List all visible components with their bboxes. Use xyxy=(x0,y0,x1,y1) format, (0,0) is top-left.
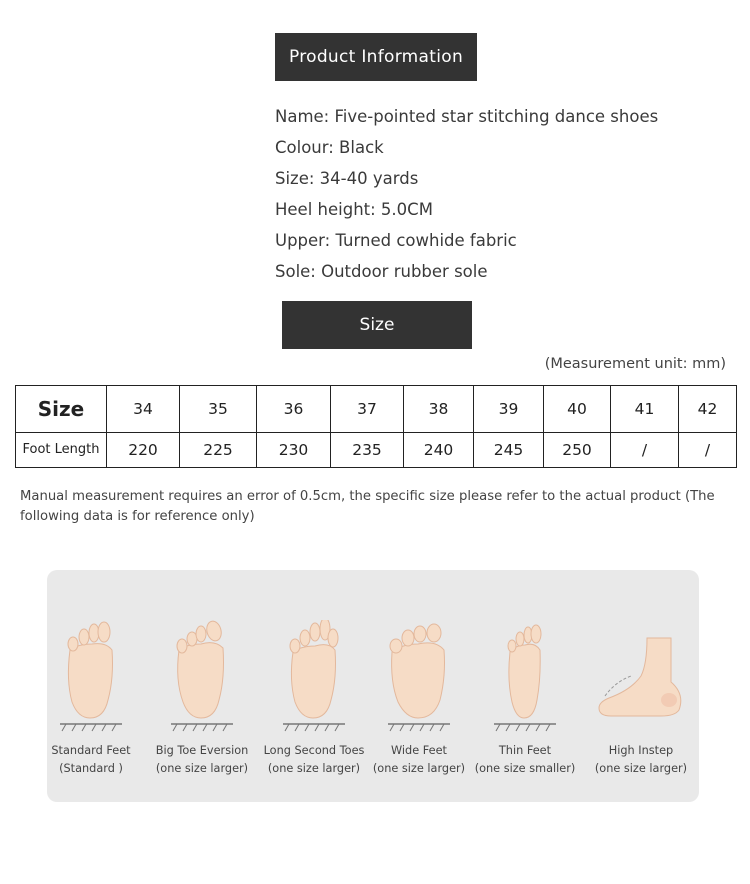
length-cell: 235 xyxy=(331,432,404,467)
size-cell: 40 xyxy=(544,386,611,433)
thin-foot-icon xyxy=(490,620,560,732)
foot-type-name: Long Second Toes xyxy=(263,744,365,757)
high-instep-foot-icon xyxy=(591,620,691,732)
size-cell: 39 xyxy=(474,386,544,433)
length-cell: 230 xyxy=(257,432,331,467)
size-cell: 41 xyxy=(611,386,679,433)
standard-foot-icon xyxy=(56,620,126,732)
foot-type-note: (one size larger) xyxy=(594,762,688,775)
size-cell: 35 xyxy=(180,386,257,433)
length-cell: / xyxy=(679,432,737,467)
info-colour: Colour: Black xyxy=(275,138,384,157)
length-cell: 245 xyxy=(474,432,544,467)
foot-types-panel xyxy=(47,570,699,802)
foot-type-note: (one size larger) xyxy=(155,762,249,775)
size-row-label: Size xyxy=(16,386,107,433)
foot-type-big-toe xyxy=(142,620,262,775)
size-row xyxy=(16,386,737,433)
length-cell: / xyxy=(611,432,679,467)
size-banner: Size xyxy=(282,301,472,349)
foot-type-note: (Standard ) xyxy=(59,762,123,775)
measurement-unit-note: (Measurement unit: mm) xyxy=(544,356,726,372)
foot-type-high-instep xyxy=(581,620,701,775)
length-cell: 220 xyxy=(107,432,180,467)
size-cell: 42 xyxy=(679,386,737,433)
foot-type-note: (one size larger) xyxy=(267,762,361,775)
foot-type-name: Wide Feet xyxy=(391,744,447,757)
size-cell: 36 xyxy=(257,386,331,433)
info-heel-height: Heel height: 5.0CM xyxy=(275,200,433,219)
size-cell: 37 xyxy=(331,386,404,433)
size-cell: 34 xyxy=(107,386,180,433)
measurement-disclaimer: Manual measurement requires an error of 0.5cm, the specific size please refer to the actual product (The following data is for reference only) xyxy=(20,489,715,524)
foot-type-name: Big Toe Eversion xyxy=(155,744,249,757)
length-cell: 225 xyxy=(180,432,257,467)
foot-type-thin xyxy=(465,620,585,775)
info-upper: Upper: Turned cowhide fabric xyxy=(275,231,517,250)
info-size: Size: 34-40 yards xyxy=(275,169,419,188)
wide-foot-icon xyxy=(384,620,454,732)
product-info-list xyxy=(275,104,745,290)
product-info-banner: Product Information xyxy=(275,33,477,81)
foot-type-name: High Instep xyxy=(608,744,674,757)
foot-length-row-label: Foot Length xyxy=(16,432,107,467)
size-table xyxy=(15,385,737,468)
info-name: Name: Five-pointed star stitching dance shoes xyxy=(275,107,659,126)
big-toe-foot-icon xyxy=(167,620,237,732)
length-cell: 240 xyxy=(404,432,474,467)
foot-type-long-second-toe xyxy=(254,620,374,775)
foot-type-name: Standard Feet xyxy=(51,744,131,757)
size-cell: 38 xyxy=(404,386,474,433)
foot-type-standard xyxy=(31,620,151,775)
foot-type-note: (one size smaller) xyxy=(474,762,576,775)
foot-type-note: (one size larger) xyxy=(372,762,466,775)
length-cell: 250 xyxy=(544,432,611,467)
foot-type-name: Thin Feet xyxy=(498,744,552,757)
foot-type-wide xyxy=(359,620,479,775)
long-second-toe-foot-icon xyxy=(279,620,349,732)
info-sole: Sole: Outdoor rubber sole xyxy=(275,262,488,281)
foot-length-row xyxy=(16,432,737,467)
